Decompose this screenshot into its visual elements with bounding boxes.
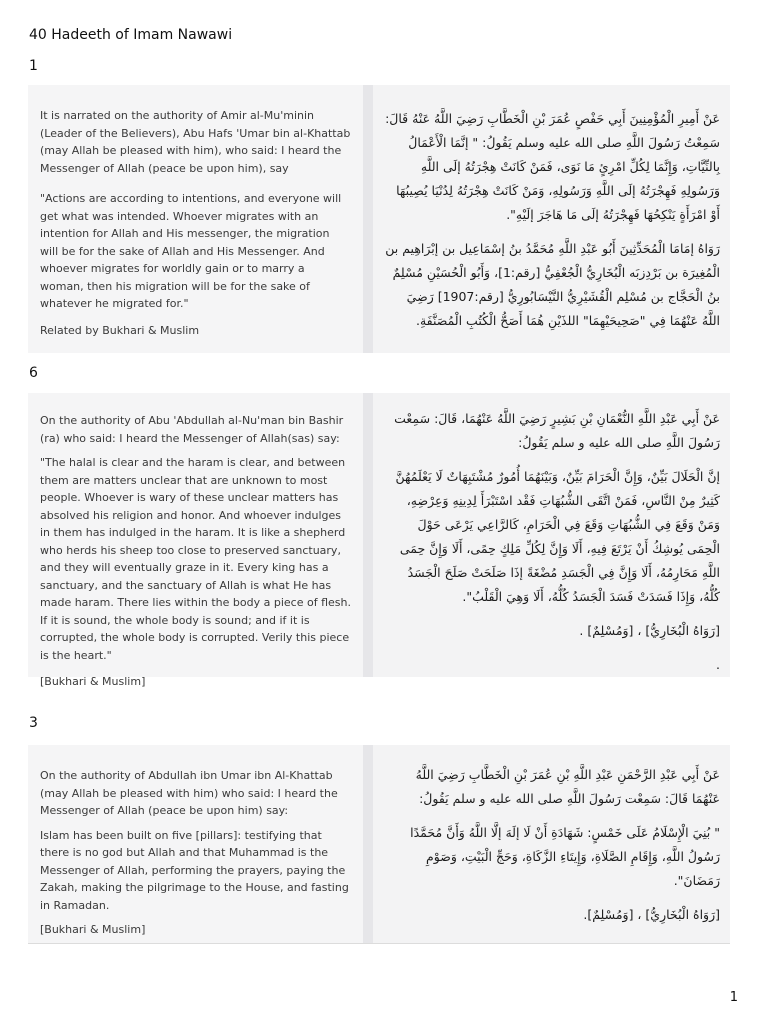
arabic-paragraph: رَوَاهُ إمَامَا الْمُحَدِّثِينَ أَبُو عَبْدِ اللَّهِ مُحَمَّدُ بنُ إسْمَاعِيل بن إبْرَاهِيم بن الْمُغِيرَة بن بَرْدِزبَه الْبُخَارِيُّ الْجُعْفِيُّ [رقم:1]، وَأَبُو الْحُسَيْنِ مُسْلِمٌ بنُ الْحَجَّاج بن مُسْلِم الْقُشَيْرِيُّ النَّيْسَابُورِيُّ [رقم:1907] رَضِيَ اللَّهُ عَنْهُمَا فِي "صَحِيحَيْهِمَا" اللذَيْنِ هُمَا أَصَحُّ الْكُتُبِ الْمُصَنَّفَةِ.	[385, 241, 720, 328]
arabic-paragraph: " بُنِيَ الْإِسْلَامُ عَلَى خَمْسٍ: شَهَادَةِ أَنْ لَا إلَهَ إلَّا اللَّهُ وَأَنَّ مُحَمَّدًا رَسُولُ اللَّهِ، وَإِقَامِ الصَّلَاةِ، وَإِيتَاءِ الزَّكَاةِ، وَحَجِّ الْبَيْتِ، وَصَوْمِ رَمَضَانَ".	[410, 825, 720, 888]
arabic-paragraph: عَنْ أَبِي عَبْدِ الرَّحْمَنِ عَبْدِ اللَّهِ بْنِ عُمَرَ بْنِ الْخَطَّابِ رَضِيَ اللَّهُ عَنْهُمَا قَالَ: سَمِعْت رَسُولَ اللَّهِ صلى الله عليه و سلم يَقُولُ:	[415, 767, 720, 806]
narration-intro: It is narrated on the authority of Amir al-Mu'minin (Leader of the Believers), Abu Hafs 'Umar bin al-Khattab (may Allah be pleased with him), who said: I heard the Messenger of Allah (peace be upon him), say	[40, 109, 351, 175]
column-divider	[363, 393, 373, 677]
arabic-text	[373, 85, 730, 353]
hadith-text: "The halal is clear and the haram is clear, and between them are matters unclear that are unknown to most people. Whoever is wary of these unclear matters has absolved his religion and honor. And whoever indulges in them has indulged in the haram. It is like a shepherd who herds his sheep too close to preserved sanctuary, and they will eventually graze in it. Every king has a sanctuary, and the sanctuary of Allah is what He has made haram. There lies within the body a piece of flesh. If it is sound, the whole body is sound; and if it is corrupted, the whole body is corrupted. Verily this piece is the heart."	[40, 456, 351, 662]
reference: [Bukhari & Muslim]	[40, 923, 146, 936]
arabic-text	[373, 393, 730, 677]
narration-intro: On the authority of Abu 'Abdullah al-Nu'man bin Bashir (ra) who said: I heard the Messenger of Allah(sas) say:	[40, 414, 344, 445]
column-divider	[363, 745, 373, 943]
arabic-text	[373, 745, 730, 943]
arabic-paragraph: .	[716, 657, 720, 672]
narration-intro: On the authority of Abdullah ibn Umar ibn Al-Khattab (may Allah be pleased with him) who said: I heard the Messenger of Allah (peace be upon him) say:	[40, 769, 338, 817]
english-text	[28, 85, 363, 353]
hadith-text: "Actions are according to intentions, and everyone will get what was intended. Whoever migrates with an intention for Allah and His messenger, the migration will be for the sake of Allah and His Messenger. And whoever migrates for worldly gain or to marry a woman, then his migration will be for the sake of whatever he migrated for."	[40, 192, 342, 310]
hadith-card-3	[28, 745, 730, 944]
hadith-card-6	[28, 393, 730, 688]
column-divider	[363, 85, 373, 353]
hadith-number: 3	[29, 715, 38, 731]
arabic-paragraph: [رَوَاهُ الْبُخَارِيُّ] ، [وَمُسْلِمٌ] .	[579, 623, 720, 638]
hadith-card-1	[28, 85, 730, 353]
english-text	[28, 393, 363, 688]
document-title: 40 Hadeeth of Imam Nawawi	[29, 27, 233, 43]
hadith-number: 6	[29, 365, 38, 381]
english-text	[28, 745, 363, 943]
hadith-number: 1	[29, 58, 38, 74]
arabic-paragraph: إنَّ الْحَلَالَ بَيِّنٌ، وَإِنَّ الْحَرَامَ بَيِّنٌ، وَبَيْنَهُمَا أُمُورٌ مُشْتَبِهَاتٌ لَا يَعْلَمُهُنَّ كَثِيرٌ مِنْ النَّاسِ، فَمَنْ اتَّقَى الشُّبُهَاتِ فَقْد اسْتَبْرَأَ لِدِينِهِ وَعِرْضِهِ، وَمَنْ وَقَعَ فِي الشُّبُهَاتِ وَقَعَ فِي الْحَرَامِ، كَالرَّاعِي يَرْعَى حَوْلَ الْحِمَى يُوشِكُ أَنْ يَرْتَعَ فِيهِ، أَلَا وَإِنَّ لِكُلِّ مَلِكٍ حِمًى، أَلَا وَإِنَّ حِمَى اللَّهِ مَحَارِمُهُ، أَلَا وَإِنَّ فِي الْجَسَدِ مُضْغَةً إذَا صَلَحَتْ صَلَحَ الْجَسَدُ كُلُّهُ، وَإِذَا فَسَدَتْ فَسَدَ الْجَسَدُ كُلُّهُ، أَلَا وَهِيَ الْقَلْبُ".	[395, 469, 720, 604]
page-number: 1	[729, 990, 738, 1005]
arabic-paragraph: [رَوَاهُ الْبُخَارِيُّ] ، [وَمُسْلِمٌ].	[583, 907, 720, 922]
reference: Related by Bukhari & Muslim	[40, 323, 200, 337]
reference: [Bukhari & Muslim]	[40, 675, 146, 688]
hadith-text: Islam has been built on five [pillars]: testifying that there is no god but Allah and that Muhammad is the Messenger of Allah, performing the prayers, paying the Zakah, making the pilgrimage to the House, and fasting in Ramadan.	[40, 828, 349, 912]
arabic-paragraph: عَنْ أَمِيرِ الْمُؤْمِنِينَ أَبِي حَفْصٍ عُمَرَ بْنِ الْخَطَّابِ رَضِيَ اللَّهُ عَنْهُ قَالَ: سَمِعْتُ رَسُولَ اللَّهِ صلى الله عليه وسلم يَقُولُ: " إنَّمَا الْأَعْمَالُ بِالنِّيَّاتِ، وَإِنَّمَا لِكُلِّ امْرِئٍ مَا نَوَى، فَمَنْ كَانَتْ هِجْرَتُهُ إلَى اللَّهِ وَرَسُولِهِ فَهِجْرَتُهُ إلَى اللَّهِ وَرَسُولِهِ، وَمَنْ كَانَتْ هِجْرَتُهُ لِدُنْيَا يُصِيبُهَا أَوْ امْرَأَةٍ يَنْكِحُهَا فَهِجْرَتُهُ إلَى مَا هَاجَرَ إلَيْهِ".	[385, 111, 720, 222]
arabic-paragraph: عَنْ أَبِي عَبْدِ اللَّهِ النُّعْمَانِ بْنِ بَشِيرٍ رَضِيَ اللَّهُ عَنْهُمَا، قَالَ: سَمِعْت رَسُولَ اللَّهِ صلى الله عليه و سلم يَقُولُ:	[394, 411, 720, 450]
